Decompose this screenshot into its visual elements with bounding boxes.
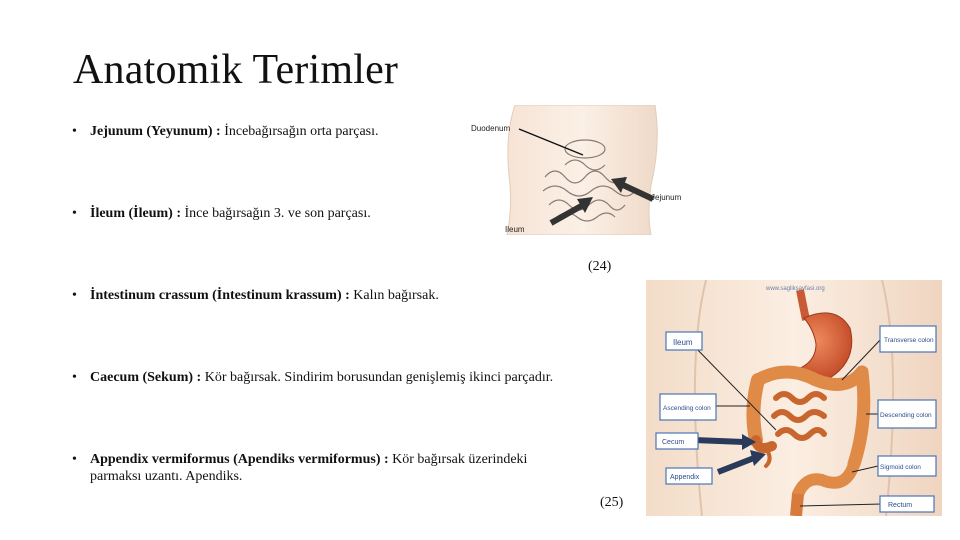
- label-box-caecum: [656, 433, 698, 449]
- bullet-dot: •: [72, 452, 77, 467]
- label-transverse: Transverse colon: [884, 337, 934, 344]
- label-rectum: Rectum: [888, 502, 913, 509]
- label-box-ascending: [660, 394, 716, 420]
- reference-24: (24): [588, 259, 612, 274]
- bullet-ileum: [72, 205, 371, 222]
- bullet-jejunum: [72, 123, 379, 140]
- label-ileum: Ileum: [673, 338, 693, 347]
- reference-25: (25): [600, 495, 624, 510]
- small-intestine-figure: [465, 105, 695, 235]
- figure-watermark: www.sagliksayfasi.org: [766, 286, 825, 292]
- bullet-dot: •: [72, 124, 77, 139]
- desc-appendix: Kör bağırsak üzerindeki: [388, 452, 528, 467]
- ascending-colon: [753, 380, 758, 440]
- term-intestinum-crassum: İntestinum crassum (İntestinum krassum) :: [90, 288, 350, 303]
- label-appendix: Appendix: [670, 474, 700, 481]
- label-box-ileum: [666, 332, 702, 350]
- bullet-dot: •: [72, 288, 77, 303]
- large-intestine-figure: [646, 280, 942, 516]
- term-ileum: İleum (İleum) :: [90, 206, 181, 221]
- label-descending: Descending colon: [880, 412, 932, 419]
- bullet-dot: •: [72, 206, 77, 221]
- bullet-appendix: [72, 451, 632, 485]
- slide-title: Anatomik Terimler: [73, 47, 399, 93]
- label-sigmoid: Sigmoid colon: [880, 464, 921, 471]
- desc-caecum: Kör bağırsak. Sindirim borusundan genişlemiş ikinci parçadır.: [201, 370, 554, 385]
- label-box-appendix: [666, 468, 712, 484]
- term-caecum: Caecum (Sekum) :: [90, 370, 202, 385]
- desc-jejunum: İncebağırsağın orta parçası.: [220, 124, 379, 139]
- label-box-sigmoid: [878, 456, 936, 476]
- label-jejunum: Jejunum: [651, 193, 682, 202]
- label-ileum: Ileum: [505, 225, 525, 234]
- label-box-rectum: [880, 496, 934, 512]
- label-caecum: Cecum: [662, 439, 685, 446]
- bullet-dot: •: [72, 370, 77, 385]
- desc-appendix-cont: parmaksı uzantı. Apendiks.: [90, 469, 243, 484]
- bullet-caecum: [72, 369, 553, 386]
- bullet-intestinum-crassum: [72, 287, 439, 304]
- label-box-transverse: [880, 326, 936, 352]
- label-duodenum: Duodenum: [471, 124, 511, 133]
- label-ascending: Ascending colon: [663, 405, 711, 412]
- torso-silhouette: [507, 105, 657, 235]
- label-box-descending: [878, 400, 936, 428]
- desc-ileum: İnce bağırsağın 3. ve son parçası.: [181, 206, 371, 221]
- arrow-caecum-shaft: [694, 440, 744, 442]
- term-jejunum: Jejunum (Yeyunum) :: [90, 124, 221, 139]
- rectum: [796, 494, 798, 516]
- desc-intestinum-crassum: Kalın bağırsak.: [349, 288, 439, 303]
- term-appendix: Appendix vermiformus (Apendiks vermiformus) :: [90, 452, 389, 467]
